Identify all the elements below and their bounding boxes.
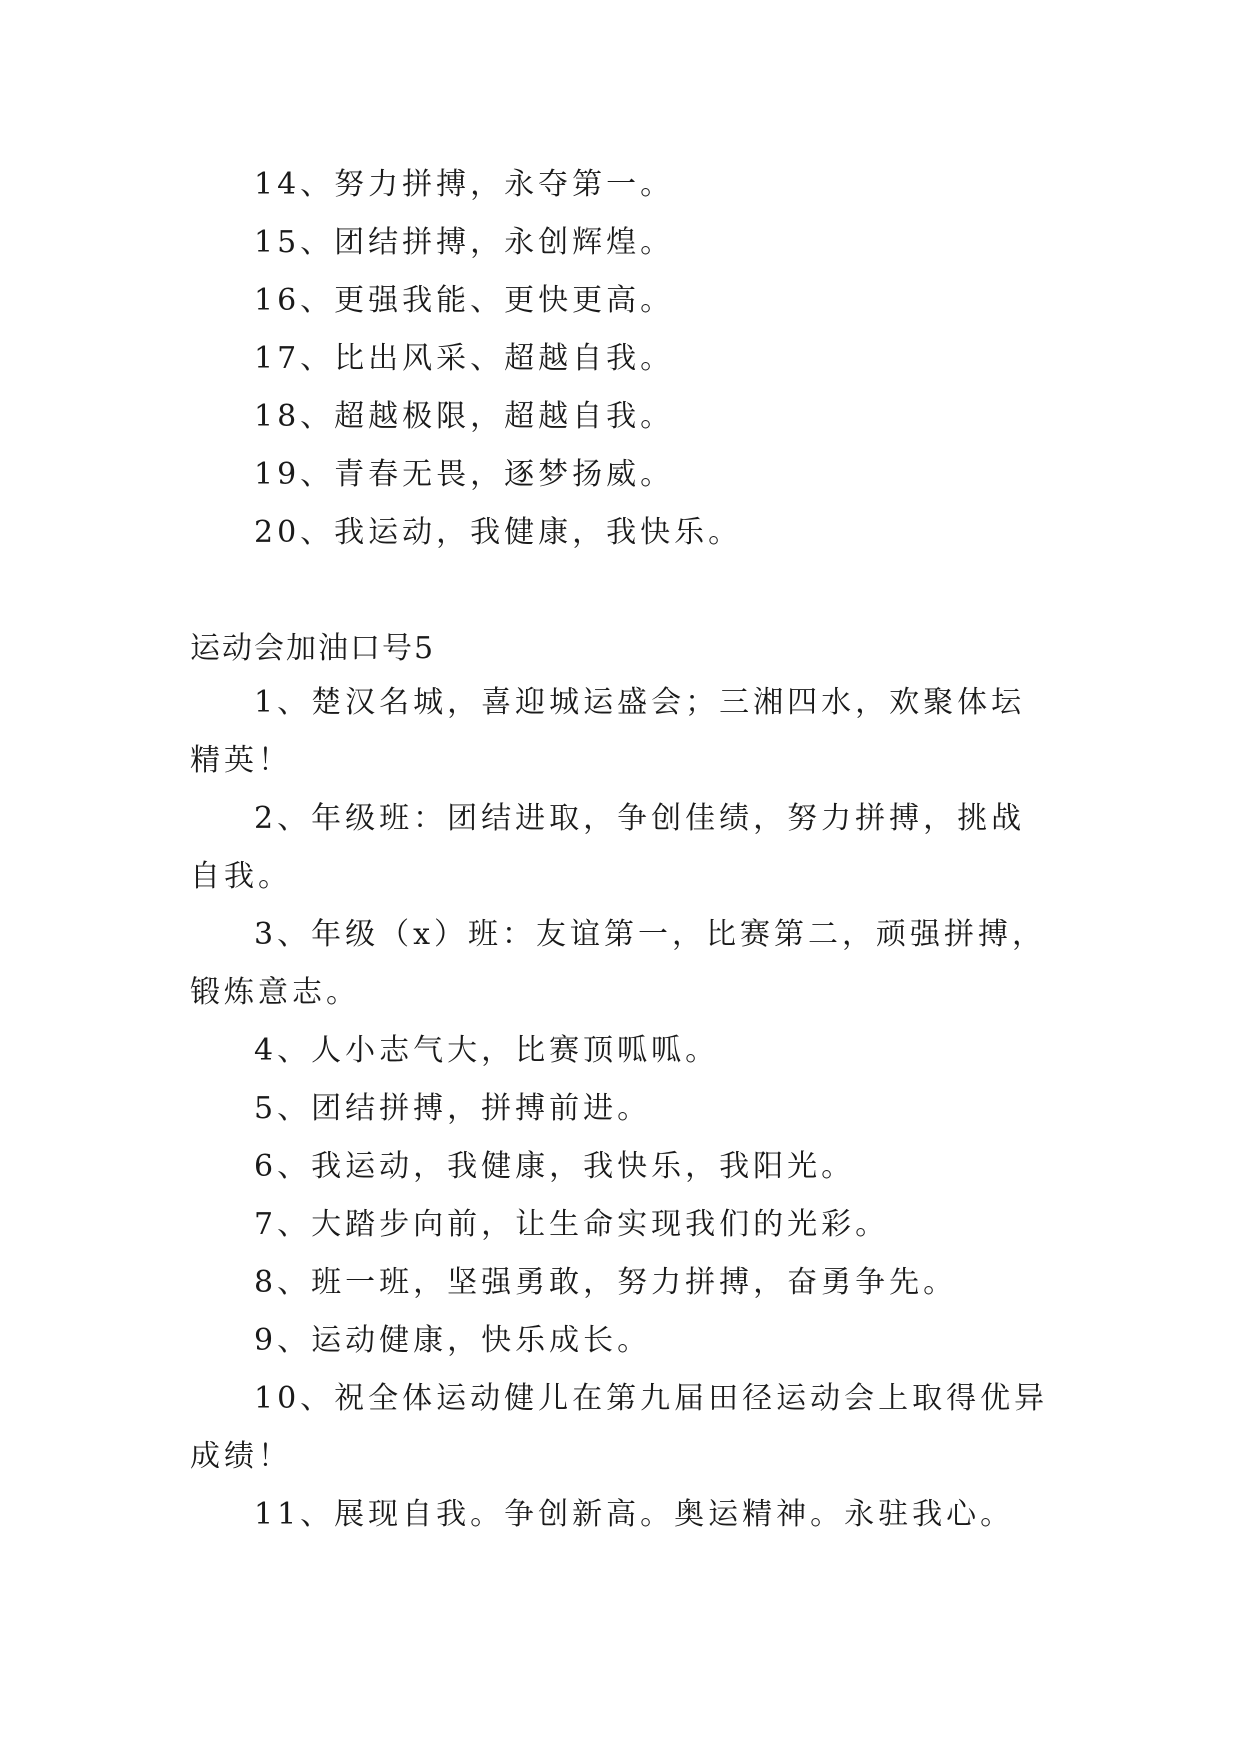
list-item: 19、青春无畏，逐梦扬威。 <box>254 457 675 492</box>
list-item: 1、楚汉名城，喜迎城运盛会；三湘四水，欢聚体坛精英！ <box>190 685 1026 778</box>
section-heading: 运动会加油口号5 <box>190 631 436 666</box>
list-item: 6、我运动，我健康，我快乐，我阳光。 <box>254 1149 856 1184</box>
list-item: 8、班一班，坚强勇敢，努力拼搏，奋勇争先。 <box>254 1265 958 1300</box>
slogan-list-five <box>190 674 1050 1544</box>
list-item: 20、我运动，我健康，我快乐。 <box>254 515 743 550</box>
list-item: 3、年级（x）班：友谊第一，比赛第二，顽强拼搏，锻炼意志。 <box>190 917 1047 1010</box>
slogan-list-continued <box>190 156 1050 562</box>
section-five <box>190 620 1050 678</box>
list-item: 15、团结拼搏，永创辉煌。 <box>254 225 675 260</box>
list-item: 5、团结拼搏，拼搏前进。 <box>254 1091 652 1126</box>
list-item: 18、超越极限，超越自我。 <box>254 399 675 434</box>
list-item: 7、大踏步向前，让生命实现我们的光彩。 <box>254 1207 890 1242</box>
list-item: 4、人小志气大，比赛顶呱呱。 <box>254 1033 720 1068</box>
list-item: 14、努力拼搏，永夺第一。 <box>254 167 675 202</box>
list-item: 16、更强我能、更快更高。 <box>254 283 675 318</box>
list-item: 17、比出风采、超越自我。 <box>254 341 675 376</box>
list-item: 10、祝全体运动健儿在第九届田径运动会上取得优异成绩！ <box>190 1381 1049 1474</box>
list-item: 11、展现自我。争创新高。奥运精神。永驻我心。 <box>254 1497 1015 1532</box>
list-item: 2、年级班：团结进取，争创佳绩，努力拼搏，挑战自我。 <box>190 801 1026 894</box>
list-item: 9、运动健康，快乐成长。 <box>254 1323 652 1358</box>
